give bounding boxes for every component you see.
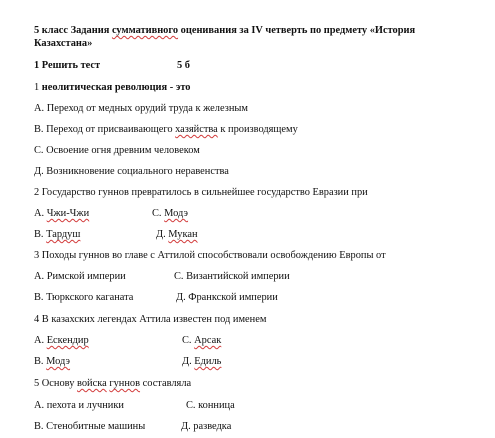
title-spellcheck-word: суммативного: [111, 25, 179, 36]
q3-option-c: С. Византийской империи: [174, 271, 290, 282]
q4-row-1: [34, 334, 222, 347]
q2-option-b: Тардуш: [46, 229, 81, 240]
q1-option-c: С. Освоение огня древним человеком: [34, 145, 200, 156]
q1-option-b-part1: В. Переход от присваивающего: [34, 124, 176, 135]
q5-option-a: А. пехота и лучники: [34, 400, 124, 411]
question-1: [34, 81, 190, 94]
q4-option-a: Ескендир: [46, 335, 89, 346]
task-points: 5 б: [177, 60, 190, 71]
q3-row-2: [34, 291, 278, 304]
task-header: [34, 59, 190, 72]
q1-bold-term: неолитическая революция: [41, 82, 168, 93]
q3-row-1: [34, 270, 290, 283]
q4-option-c-wrap: [182, 334, 221, 347]
q2-row-1: [34, 207, 189, 220]
q4-option-c-letter: С.: [182, 335, 195, 346]
question-2: 2 Государство гуннов превратилось в сильнейшее государство Евразии при: [34, 187, 368, 198]
q2-option-b-letter: В.: [34, 229, 47, 240]
q4-option-a-letter: А.: [34, 335, 47, 346]
q1-option-a: А. Переход от медных орудий труда к железным: [34, 103, 248, 114]
q2-option-c-wrap: [152, 207, 188, 220]
q4-option-b-letter: В.: [34, 356, 47, 367]
q2-option-d: Мукан: [168, 229, 198, 240]
q1-option-b-spellcheck-word: хазяйства: [175, 124, 218, 135]
q5-spellcheck-word-1: войска: [77, 378, 107, 389]
q1-number: 1: [34, 82, 42, 93]
q4-option-c: Арсак: [194, 335, 222, 346]
title-part2: оценивания за IV четверть по предмету «История: [178, 25, 416, 36]
q2-option-c: Модэ: [164, 208, 189, 219]
q1-option-b-part2: к производящему: [217, 124, 298, 135]
q1-option-d: Д. Возникновение социального неравенства: [34, 166, 229, 177]
document-title: [34, 24, 415, 37]
q5-part1: 5 Основу: [34, 378, 78, 389]
q1-suffix: - это: [167, 82, 191, 93]
q2-option-a: Чжи-Чжи: [46, 208, 90, 219]
q4-option-b: Модэ: [46, 356, 71, 367]
q4-option-d-letter: Д.: [182, 356, 195, 367]
q4-option-d: Едиль: [194, 356, 222, 367]
q5-spellcheck-word-2: гуннов: [109, 378, 141, 389]
question-3: 3 Походы гуннов во главе с Аттилой способствовали освобождению Европы от: [34, 250, 386, 261]
q1-option-b: [34, 123, 298, 136]
q2-option-a-letter: А.: [34, 208, 47, 219]
q5-part2: составляла: [140, 378, 192, 389]
q5-option-c: С. конница: [186, 400, 235, 411]
task-label: 1 Решить тест: [34, 60, 101, 71]
q5-row-1: [34, 399, 235, 412]
q5-row-2: [34, 420, 232, 433]
q2-option-d-wrap: [156, 228, 198, 241]
q3-option-a: А. Римской империи: [34, 271, 126, 282]
q2-row-2: [34, 228, 198, 241]
q2-option-c-letter: С.: [152, 208, 165, 219]
title-part1: 5 класс Задания: [34, 25, 112, 36]
q5-option-b: В. Стенобитные машины: [34, 421, 146, 432]
document-title-line2: Казахстана»: [34, 38, 93, 49]
q3-option-d: Д. Франкской империи: [176, 292, 278, 303]
q5-option-d: Д. разведка: [181, 421, 232, 432]
question-4: 4 В казахских легендах Аттила известен под именем: [34, 314, 267, 325]
q4-option-d-wrap: [182, 355, 221, 368]
q3-option-b: В. Тюркского каганата: [34, 292, 134, 303]
q4-row-2: [34, 355, 222, 368]
q2-option-d-letter: Д.: [156, 229, 169, 240]
question-5: [34, 377, 191, 390]
